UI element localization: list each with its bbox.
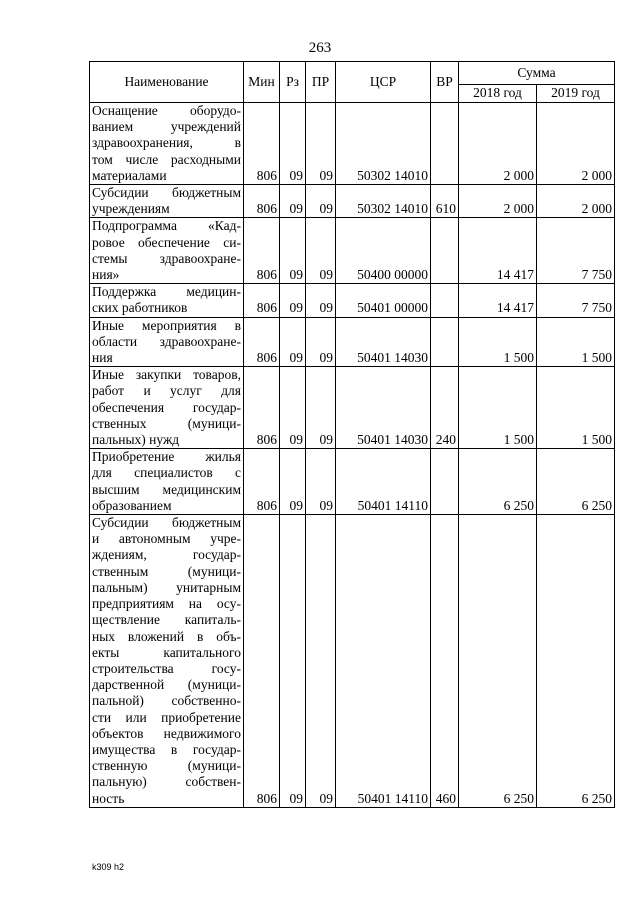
cell-rz: 09 bbox=[280, 103, 306, 185]
cell-csr: 50401 14110 bbox=[336, 449, 431, 515]
row-name bbox=[90, 515, 244, 808]
row-name-line: Субсидии бюджетным bbox=[92, 515, 241, 531]
table-row bbox=[90, 218, 615, 284]
row-name bbox=[90, 218, 244, 284]
row-name bbox=[90, 367, 244, 449]
cell-y2019: 1 500 bbox=[537, 317, 615, 367]
table-row bbox=[90, 185, 615, 218]
row-name-line: строительства госу- bbox=[92, 660, 241, 676]
cell-min: 806 bbox=[244, 367, 280, 449]
row-name bbox=[90, 103, 244, 185]
cell-pr: 09 bbox=[306, 317, 336, 367]
row-name-line: сти или приобретение bbox=[92, 709, 241, 725]
cell-y2019: 7 750 bbox=[537, 218, 615, 284]
cell-rz: 09 bbox=[280, 284, 306, 317]
cell-vr bbox=[431, 103, 459, 185]
table-row bbox=[90, 515, 615, 808]
cell-min: 806 bbox=[244, 218, 280, 284]
cell-pr: 09 bbox=[306, 218, 336, 284]
header-name: Наименование bbox=[90, 62, 244, 103]
row-name-line: дарственной (муници- bbox=[92, 677, 241, 693]
row-name-line: ществление капиталь- bbox=[92, 612, 241, 628]
row-name-line: объектов недвижимого bbox=[92, 725, 241, 741]
row-name-line: ских работников bbox=[92, 300, 188, 316]
cell-y2019: 2 000 bbox=[537, 185, 615, 218]
header-sum: Сумма bbox=[459, 62, 615, 85]
cell-vr bbox=[431, 284, 459, 317]
row-name-line: екты капитального bbox=[92, 644, 241, 660]
row-name-line: пальной) собственно- bbox=[92, 693, 241, 709]
row-name-line: Иные закупки товаров, bbox=[92, 367, 241, 383]
row-name-line: материалами bbox=[92, 167, 167, 183]
cell-min: 806 bbox=[244, 185, 280, 218]
row-name-line: стемы здравоохране- bbox=[92, 250, 241, 266]
header-vr: ВР bbox=[431, 62, 459, 103]
table-row bbox=[90, 449, 615, 515]
row-name-line: ственных (муници- bbox=[92, 415, 241, 431]
cell-pr: 09 bbox=[306, 449, 336, 515]
cell-vr: 610 bbox=[431, 185, 459, 218]
cell-y2018: 14 417 bbox=[459, 284, 537, 317]
budget-table bbox=[89, 61, 615, 808]
row-name-line: ванием учреждений bbox=[92, 119, 241, 135]
table-row bbox=[90, 317, 615, 367]
row-name bbox=[90, 284, 244, 317]
cell-min: 806 bbox=[244, 284, 280, 317]
row-name-line: ных вложений в объ- bbox=[92, 628, 241, 644]
row-name-line: ственным (муници- bbox=[92, 563, 241, 579]
cell-y2018: 2 000 bbox=[459, 103, 537, 185]
cell-min: 806 bbox=[244, 317, 280, 367]
cell-rz: 09 bbox=[280, 218, 306, 284]
cell-rz: 09 bbox=[280, 367, 306, 449]
row-name-line: имущества в государ- bbox=[92, 741, 241, 757]
row-name-line: предприятиям на осу- bbox=[92, 596, 241, 612]
page-number: 263 bbox=[308, 40, 332, 56]
header-min: Мин bbox=[244, 62, 280, 103]
cell-pr: 09 bbox=[306, 284, 336, 317]
row-name-line: пальную) собствен- bbox=[92, 774, 241, 790]
header-year-2019: 2019 год bbox=[537, 85, 615, 103]
cell-vr bbox=[431, 449, 459, 515]
row-name-line: и автономным учре- bbox=[92, 531, 241, 547]
cell-pr: 09 bbox=[306, 367, 336, 449]
header-csr: ЦСР bbox=[336, 62, 431, 103]
cell-vr: 240 bbox=[431, 367, 459, 449]
cell-rz: 09 bbox=[280, 449, 306, 515]
row-name-line: ственную (муници- bbox=[92, 758, 241, 774]
row-name bbox=[90, 185, 244, 218]
row-name bbox=[90, 449, 244, 515]
row-name-line: высшим медицинским bbox=[92, 481, 241, 497]
cell-csr: 50401 14110 bbox=[336, 515, 431, 808]
cell-vr bbox=[431, 218, 459, 284]
row-name-line: Субсидии бюджетным bbox=[92, 185, 241, 201]
header-rz: Рз bbox=[280, 62, 306, 103]
row-name-line: Оснащение оборудо- bbox=[92, 103, 241, 118]
row-name-line: обеспечения государ- bbox=[92, 399, 241, 415]
cell-rz: 09 bbox=[280, 317, 306, 367]
cell-y2019: 2 000 bbox=[537, 103, 615, 185]
table-body bbox=[90, 103, 615, 808]
row-name-line: Приобретение жилья bbox=[92, 449, 241, 465]
row-name bbox=[90, 317, 244, 367]
cell-y2018: 1 500 bbox=[459, 317, 537, 367]
cell-csr: 50401 14030 bbox=[336, 317, 431, 367]
row-name-line: пальных) нужд bbox=[92, 432, 180, 448]
cell-rz: 09 bbox=[280, 515, 306, 808]
cell-csr: 50302 14010 bbox=[336, 185, 431, 218]
row-name-line: Подпрограмма «Кад- bbox=[92, 218, 241, 234]
header-year-2018: 2018 год bbox=[459, 85, 537, 103]
row-name-line: ния» bbox=[92, 267, 120, 283]
row-name-line: для специалистов с bbox=[92, 465, 241, 481]
cell-rz: 09 bbox=[280, 185, 306, 218]
row-name-line: пальным) унитарным bbox=[92, 579, 241, 595]
cell-y2019: 7 750 bbox=[537, 284, 615, 317]
header-pr: ПР bbox=[306, 62, 336, 103]
cell-csr: 50400 00000 bbox=[336, 218, 431, 284]
cell-y2018: 1 500 bbox=[459, 367, 537, 449]
cell-csr: 50401 00000 bbox=[336, 284, 431, 317]
cell-y2019: 6 250 bbox=[537, 449, 615, 515]
footer-code: k309 h2 bbox=[92, 862, 125, 872]
row-name-line: ждениям, государ- bbox=[92, 547, 241, 563]
row-name-line: том числе расходными bbox=[92, 151, 241, 167]
row-name-line: образованием bbox=[92, 497, 172, 513]
row-name-line: ровое обеспечение си- bbox=[92, 234, 241, 250]
table-row bbox=[90, 367, 615, 449]
cell-csr: 50302 14010 bbox=[336, 103, 431, 185]
row-name-line: ния bbox=[92, 350, 113, 366]
row-name-line: Поддержка медицин- bbox=[92, 284, 241, 300]
cell-csr: 50401 14030 bbox=[336, 367, 431, 449]
cell-y2018: 6 250 bbox=[459, 449, 537, 515]
row-name-line: Иные мероприятия в bbox=[92, 317, 241, 333]
cell-min: 806 bbox=[244, 449, 280, 515]
cell-pr: 09 bbox=[306, 515, 336, 808]
cell-vr: 460 bbox=[431, 515, 459, 808]
cell-y2019: 1 500 bbox=[537, 367, 615, 449]
row-name-line: учреждениям bbox=[92, 201, 170, 217]
cell-pr: 09 bbox=[306, 103, 336, 185]
row-name-line: здравоохранения, в bbox=[92, 135, 241, 151]
cell-vr bbox=[431, 317, 459, 367]
table-row bbox=[90, 284, 615, 317]
row-name-line: работ и услуг для bbox=[92, 383, 241, 399]
table-row bbox=[90, 103, 615, 185]
cell-y2018: 14 417 bbox=[459, 218, 537, 284]
cell-pr: 09 bbox=[306, 185, 336, 218]
cell-min: 806 bbox=[244, 103, 280, 185]
cell-y2018: 2 000 bbox=[459, 185, 537, 218]
cell-y2018: 6 250 bbox=[459, 515, 537, 808]
cell-y2019: 6 250 bbox=[537, 515, 615, 808]
cell-min: 806 bbox=[244, 515, 280, 808]
row-name-line: ность bbox=[92, 790, 125, 806]
row-name-line: области здравоохране- bbox=[92, 333, 241, 349]
